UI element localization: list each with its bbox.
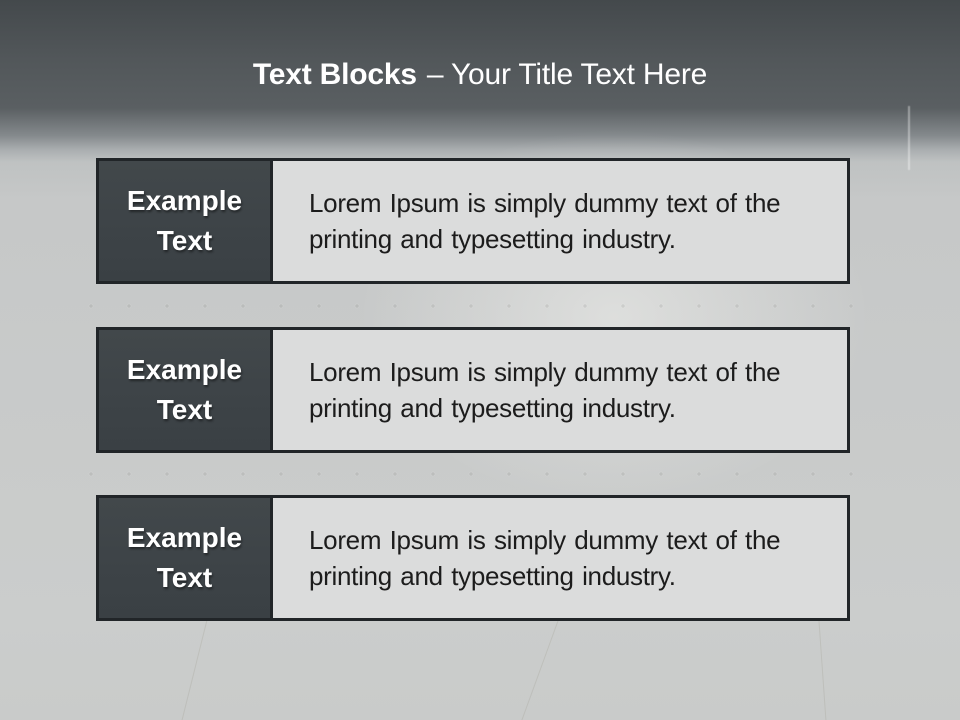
floor-seam (818, 614, 828, 720)
wall-dots-row (88, 303, 872, 309)
block-body-line: printing and typesetting industry. (309, 393, 676, 423)
block-label-line: Text (156, 394, 213, 425)
wall-highlight-line (908, 106, 910, 170)
floor-seam (516, 614, 561, 720)
block-body (273, 498, 847, 618)
block-label (99, 498, 273, 618)
block-label-line: Example (126, 185, 243, 216)
block-body (273, 330, 847, 450)
floor-seam (177, 614, 209, 720)
block-body-line: printing and typesetting industry. (309, 224, 676, 254)
text-block (96, 158, 850, 284)
block-body-line: Lorem Ipsum is simply dummy text of the (309, 357, 781, 387)
text-block (96, 495, 850, 621)
block-body (273, 161, 847, 281)
block-label-line: Example (126, 522, 243, 553)
slide-title (0, 56, 960, 94)
block-label (99, 330, 273, 450)
block-label (99, 161, 273, 281)
title-bold-text: Text Blocks (252, 58, 417, 91)
wall-dots-row (88, 471, 872, 477)
block-body-line: Lorem Ipsum is simply dummy text of the (309, 188, 781, 218)
title-regular-text: – Your Title Text Here (426, 58, 708, 91)
text-block (96, 327, 850, 453)
block-body-line: Lorem Ipsum is simply dummy text of the (309, 525, 781, 555)
block-label-line: Text (156, 225, 213, 256)
block-body-line: printing and typesetting industry. (309, 561, 676, 591)
block-label-line: Text (156, 562, 213, 593)
block-label-line: Example (126, 354, 243, 385)
